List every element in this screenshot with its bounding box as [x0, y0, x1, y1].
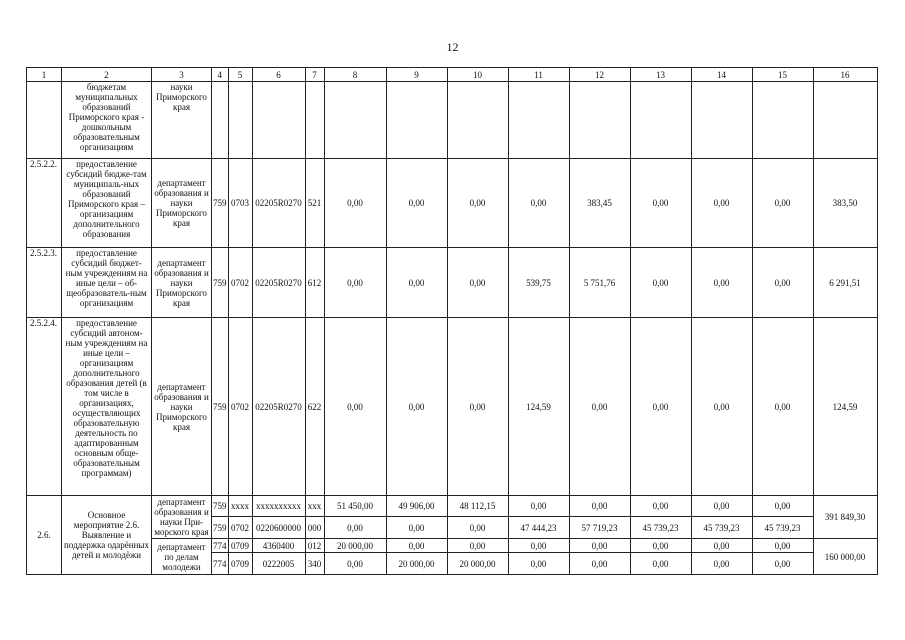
value-cell: 383,45 [569, 159, 630, 248]
value-cell: 20 000,00 [386, 553, 447, 575]
code-cell: 340 [305, 553, 324, 575]
code-cell: 612 [305, 248, 324, 318]
code-cell [252, 82, 305, 159]
code-cell [305, 82, 324, 159]
header-cell: 5 [228, 68, 252, 82]
value-cell [447, 82, 508, 159]
value-cell: 0,00 [386, 318, 447, 496]
code-cell: 759 [212, 517, 229, 539]
value-cell: 49 906,00 [386, 496, 447, 517]
responsible-cell: департамент образования и науки Приморского края [152, 248, 212, 318]
code-cell [212, 82, 229, 159]
value-cell [813, 82, 877, 159]
row-number: 2.6. [27, 496, 62, 575]
value-cell: 48 112,15 [447, 496, 508, 517]
header-cell: 1 [27, 68, 62, 82]
code-cell: хххх [228, 496, 252, 517]
header-cell: 16 [813, 68, 877, 82]
code-cell: ххх [305, 496, 324, 517]
code-cell: 774 [212, 553, 229, 575]
code-cell: 4360400 [252, 539, 305, 553]
value-cell: 57 719,23 [569, 517, 630, 539]
header-cell: 7 [305, 68, 324, 82]
value-cell: 0,00 [324, 318, 386, 496]
value-cell: 47 444,23 [508, 517, 569, 539]
value-cell: 0,00 [691, 159, 752, 248]
code-cell: 0702 [228, 517, 252, 539]
value-cell [508, 82, 569, 159]
total-cell: 160 000,00 [813, 539, 877, 575]
value-cell: 0,00 [630, 496, 691, 517]
value-cell: 0,00 [508, 496, 569, 517]
responsible-cell: департамент образования и науки При-морского края [152, 496, 212, 539]
value-cell: 0,00 [691, 318, 752, 496]
description-cell: бюджетам муниципальных образований Приморского края - дошкольным образовательным организациям [62, 82, 152, 159]
value-cell: 0,00 [569, 539, 630, 553]
value-cell: 0,00 [630, 539, 691, 553]
header-cell: 3 [152, 68, 212, 82]
header-cell: 8 [324, 68, 386, 82]
row-number: 2.5.2.3. [27, 248, 62, 318]
code-cell: 0702 [228, 248, 252, 318]
table-row [27, 248, 878, 318]
value-cell: 0,00 [691, 539, 752, 553]
code-cell: 02205R0270 [252, 318, 305, 496]
value-cell: 51 450,00 [324, 496, 386, 517]
value-cell: 0,00 [508, 553, 569, 575]
value-cell [569, 82, 630, 159]
value-cell [752, 82, 813, 159]
value-cell: 0,00 [386, 159, 447, 248]
row-number [27, 82, 62, 159]
description-cell: предоставление субсидий бюдже-там муниципаль-ных образований Приморского края – организациям дополнительного образования [62, 159, 152, 248]
value-cell: 20 000,00 [447, 553, 508, 575]
value-cell: 0,00 [569, 318, 630, 496]
value-cell: 0,00 [447, 159, 508, 248]
table-row [27, 496, 878, 517]
code-cell: 012 [305, 539, 324, 553]
header-cell: 2 [62, 68, 152, 82]
value-cell: 0,00 [386, 248, 447, 318]
value-cell: 45 739,23 [752, 517, 813, 539]
value-cell: 124,59 [813, 318, 877, 496]
value-cell: 0,00 [752, 553, 813, 575]
value-cell: 0,00 [630, 248, 691, 318]
table-row [27, 159, 878, 248]
value-cell: 0,00 [752, 159, 813, 248]
code-cell: 0709 [228, 539, 252, 553]
value-cell [386, 82, 447, 159]
value-cell: 0,00 [324, 553, 386, 575]
value-cell [630, 82, 691, 159]
header-row [27, 68, 878, 82]
header-cell: 4 [212, 68, 229, 82]
code-cell: 0222005 [252, 553, 305, 575]
value-cell: 0,00 [630, 159, 691, 248]
header-cell: 15 [752, 68, 813, 82]
code-cell: 000 [305, 517, 324, 539]
code-cell: 0702 [228, 318, 252, 496]
table-row [27, 318, 878, 496]
header-cell: 10 [447, 68, 508, 82]
code-cell: 02205R0270 [252, 248, 305, 318]
header-cell: 13 [630, 68, 691, 82]
value-cell: 0,00 [691, 248, 752, 318]
responsible-cell: департамент образования и науки Приморского края [152, 159, 212, 248]
value-cell: 0,00 [630, 318, 691, 496]
header-cell: 12 [569, 68, 630, 82]
value-cell: 0,00 [447, 517, 508, 539]
value-cell: 6 291,51 [813, 248, 877, 318]
budget-table [26, 67, 878, 575]
value-cell: 124,59 [508, 318, 569, 496]
description-cell: предоставление субсидий автоном-ным учреждениям на иные цели – организациям дополнительного образования детей (в том числе в организациях, осуществляющих образовательную деятельность по адаптированным основным обще-образовательным программам) [62, 318, 152, 496]
description-cell: предоставление субсидий бюджет-ным учреждениям на иные цели – об-щеобразователь-ным организациям [62, 248, 152, 318]
value-cell: 20 000,00 [324, 539, 386, 553]
value-cell: 383,50 [813, 159, 877, 248]
responsible-cell: науки Приморского края [152, 82, 212, 159]
code-cell: 0703 [228, 159, 252, 248]
value-cell: 0,00 [447, 248, 508, 318]
header-cell: 11 [508, 68, 569, 82]
value-cell: 0,00 [752, 496, 813, 517]
value-cell: 0,00 [569, 496, 630, 517]
value-cell: 0,00 [386, 517, 447, 539]
description-cell: Основное мероприятие 2.6. Выявление и поддержка одарённых детей и молодёжи [62, 496, 152, 575]
code-cell: 759 [212, 248, 229, 318]
code-cell: 759 [212, 496, 229, 517]
responsible-cell: департамент по делам молодежи [152, 539, 212, 575]
code-cell: 0709 [228, 553, 252, 575]
value-cell: 0,00 [447, 539, 508, 553]
header-cell: 6 [252, 68, 305, 82]
value-cell: 0,00 [508, 539, 569, 553]
code-cell: хххххххххх [252, 496, 305, 517]
row-number: 2.5.2.4. [27, 318, 62, 496]
code-cell: 759 [212, 159, 229, 248]
value-cell: 0,00 [752, 318, 813, 496]
value-cell: 5 751,76 [569, 248, 630, 318]
value-cell [691, 82, 752, 159]
value-cell: 0,00 [324, 159, 386, 248]
value-cell: 0,00 [386, 539, 447, 553]
page-number: 12 [446, 40, 459, 54]
value-cell: 0,00 [508, 159, 569, 248]
value-cell: 0,00 [324, 248, 386, 318]
value-cell [324, 82, 386, 159]
value-cell: 0,00 [630, 553, 691, 575]
code-cell: 521 [305, 159, 324, 248]
responsible-cell: департамент образования и науки Приморского края [152, 318, 212, 496]
value-cell: 0,00 [691, 553, 752, 575]
value-cell: 45 739,23 [630, 517, 691, 539]
value-cell: 0,00 [691, 496, 752, 517]
value-cell: 539,75 [508, 248, 569, 318]
code-cell: 02205R0270 [252, 159, 305, 248]
value-cell: 0,00 [324, 517, 386, 539]
header-cell: 14 [691, 68, 752, 82]
total-cell: 391 849,30 [813, 496, 877, 539]
code-cell: 622 [305, 318, 324, 496]
value-cell: 0,00 [752, 248, 813, 318]
code-cell: 759 [212, 318, 229, 496]
code-cell [228, 82, 252, 159]
code-cell: 774 [213, 540, 227, 551]
table-row [27, 539, 878, 553]
value-cell: 0,00 [447, 318, 508, 496]
header-cell: 9 [386, 68, 447, 82]
value-cell: 0,00 [569, 553, 630, 575]
value-cell: 45 739,23 [691, 517, 752, 539]
row-number: 2.5.2.2. [27, 159, 62, 248]
table-row [27, 82, 878, 159]
value-cell: 0,00 [752, 539, 813, 553]
code-cell: 0220600000 [252, 517, 305, 539]
